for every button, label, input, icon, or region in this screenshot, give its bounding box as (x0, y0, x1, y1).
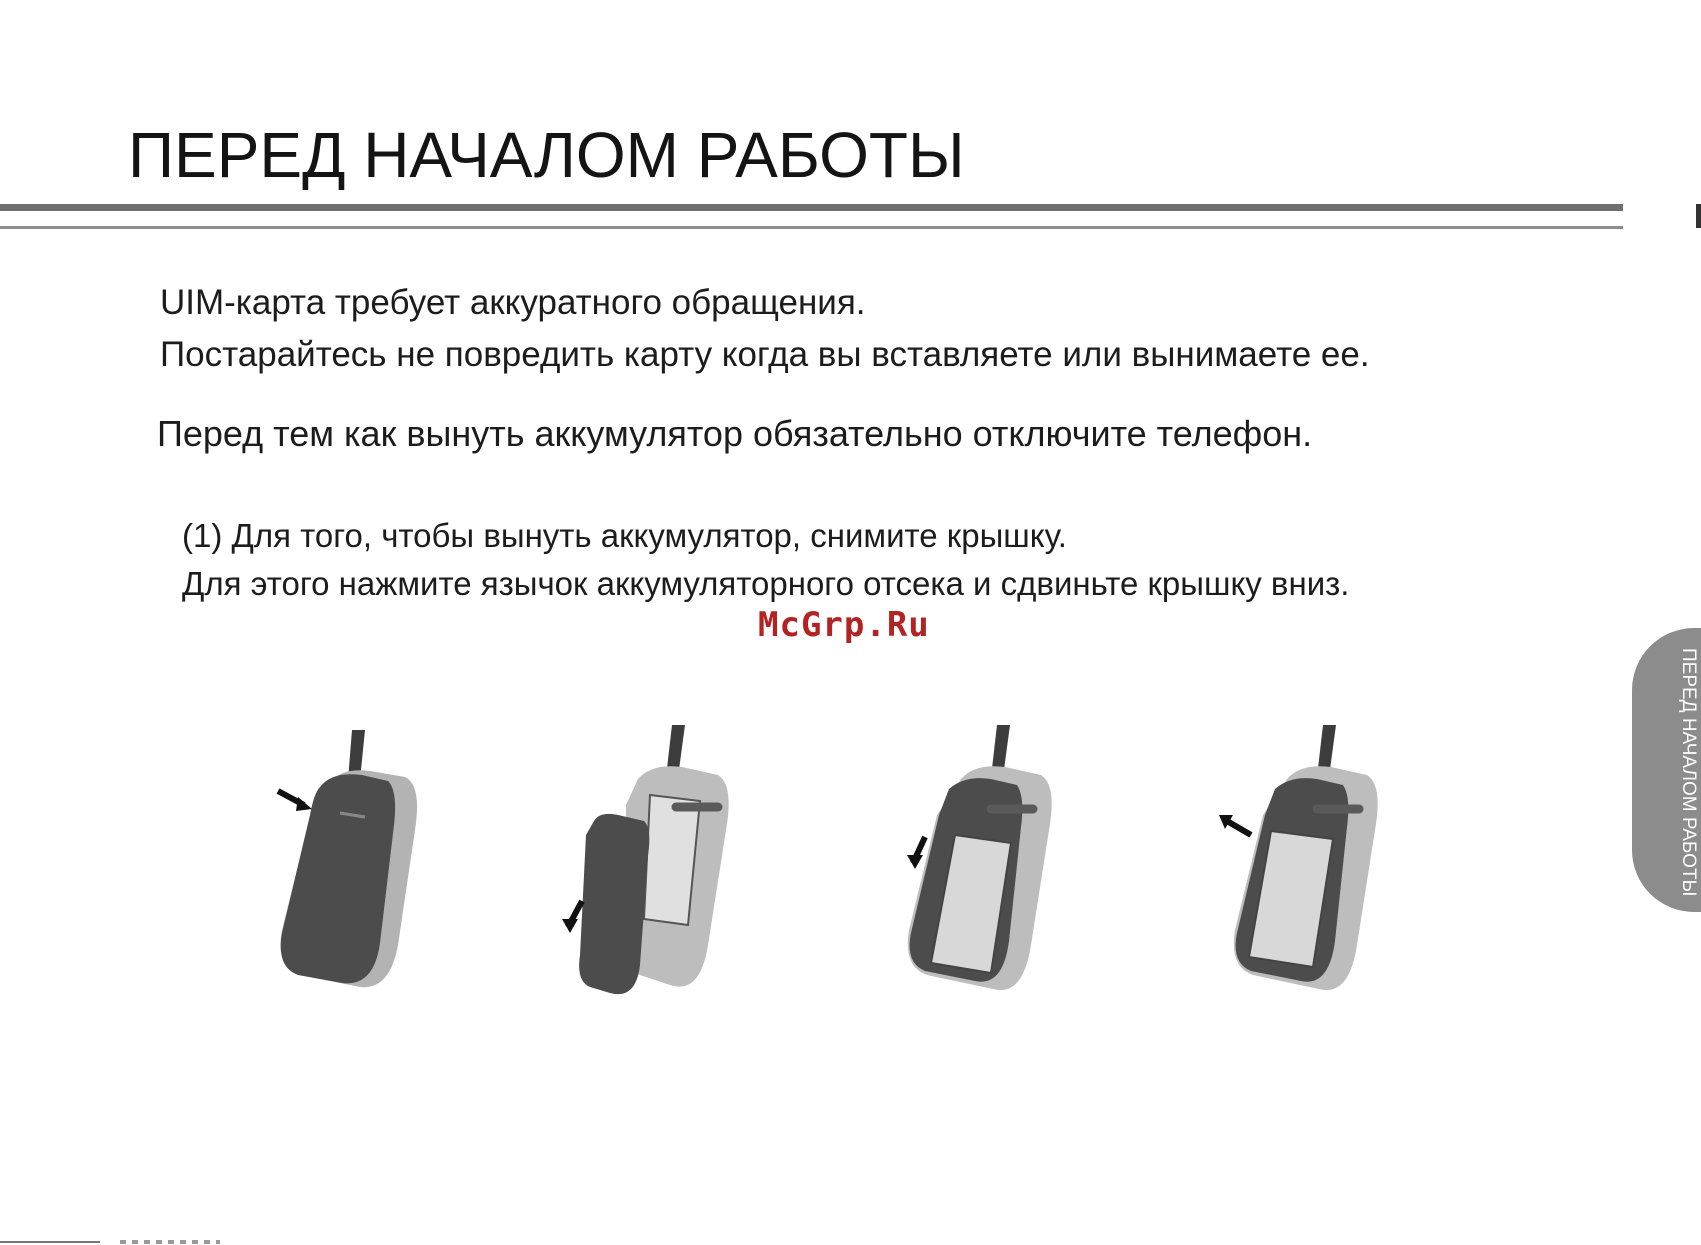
power-off-warning: Перед тем как вынуть аккумулятор обязательно отключите телефон. (157, 413, 1313, 454)
phone-battery-remove-icon (1205, 705, 1395, 1005)
uim-damage-warning: Постарайтесь не повредить карту когда вы вставляете или вынимаете ее. (160, 335, 1370, 374)
page-edge-mark (1696, 204, 1701, 228)
header-rule-thin (0, 226, 1623, 229)
step1-detail: Для этого нажмите язычок аккумуляторного отсека и сдвиньте крышку вниз. (182, 565, 1350, 602)
phone-battery-slide-down-icon (885, 705, 1075, 1005)
header-rule-thick (0, 204, 1623, 211)
watermark: McGrp.Ru (758, 605, 930, 645)
uim-care-text: UIM-карта требует аккуратного обращения. (160, 283, 866, 322)
footer-rule (0, 1241, 100, 1243)
section-side-tab-label: ПЕРЕД НАЧАЛОМ РАБОТЫ (1678, 648, 1699, 897)
footer-dots (120, 1240, 220, 1244)
step1-instruction: (1) Для того, чтобы вынуть аккумулятор, снимите крышку. (182, 517, 1067, 554)
phone-slide-cover-down-icon (560, 705, 750, 1005)
page-title: ПЕРЕД НАЧАЛОМ РАБОТЫ (128, 119, 965, 191)
phone-press-latch-icon (270, 705, 460, 1005)
